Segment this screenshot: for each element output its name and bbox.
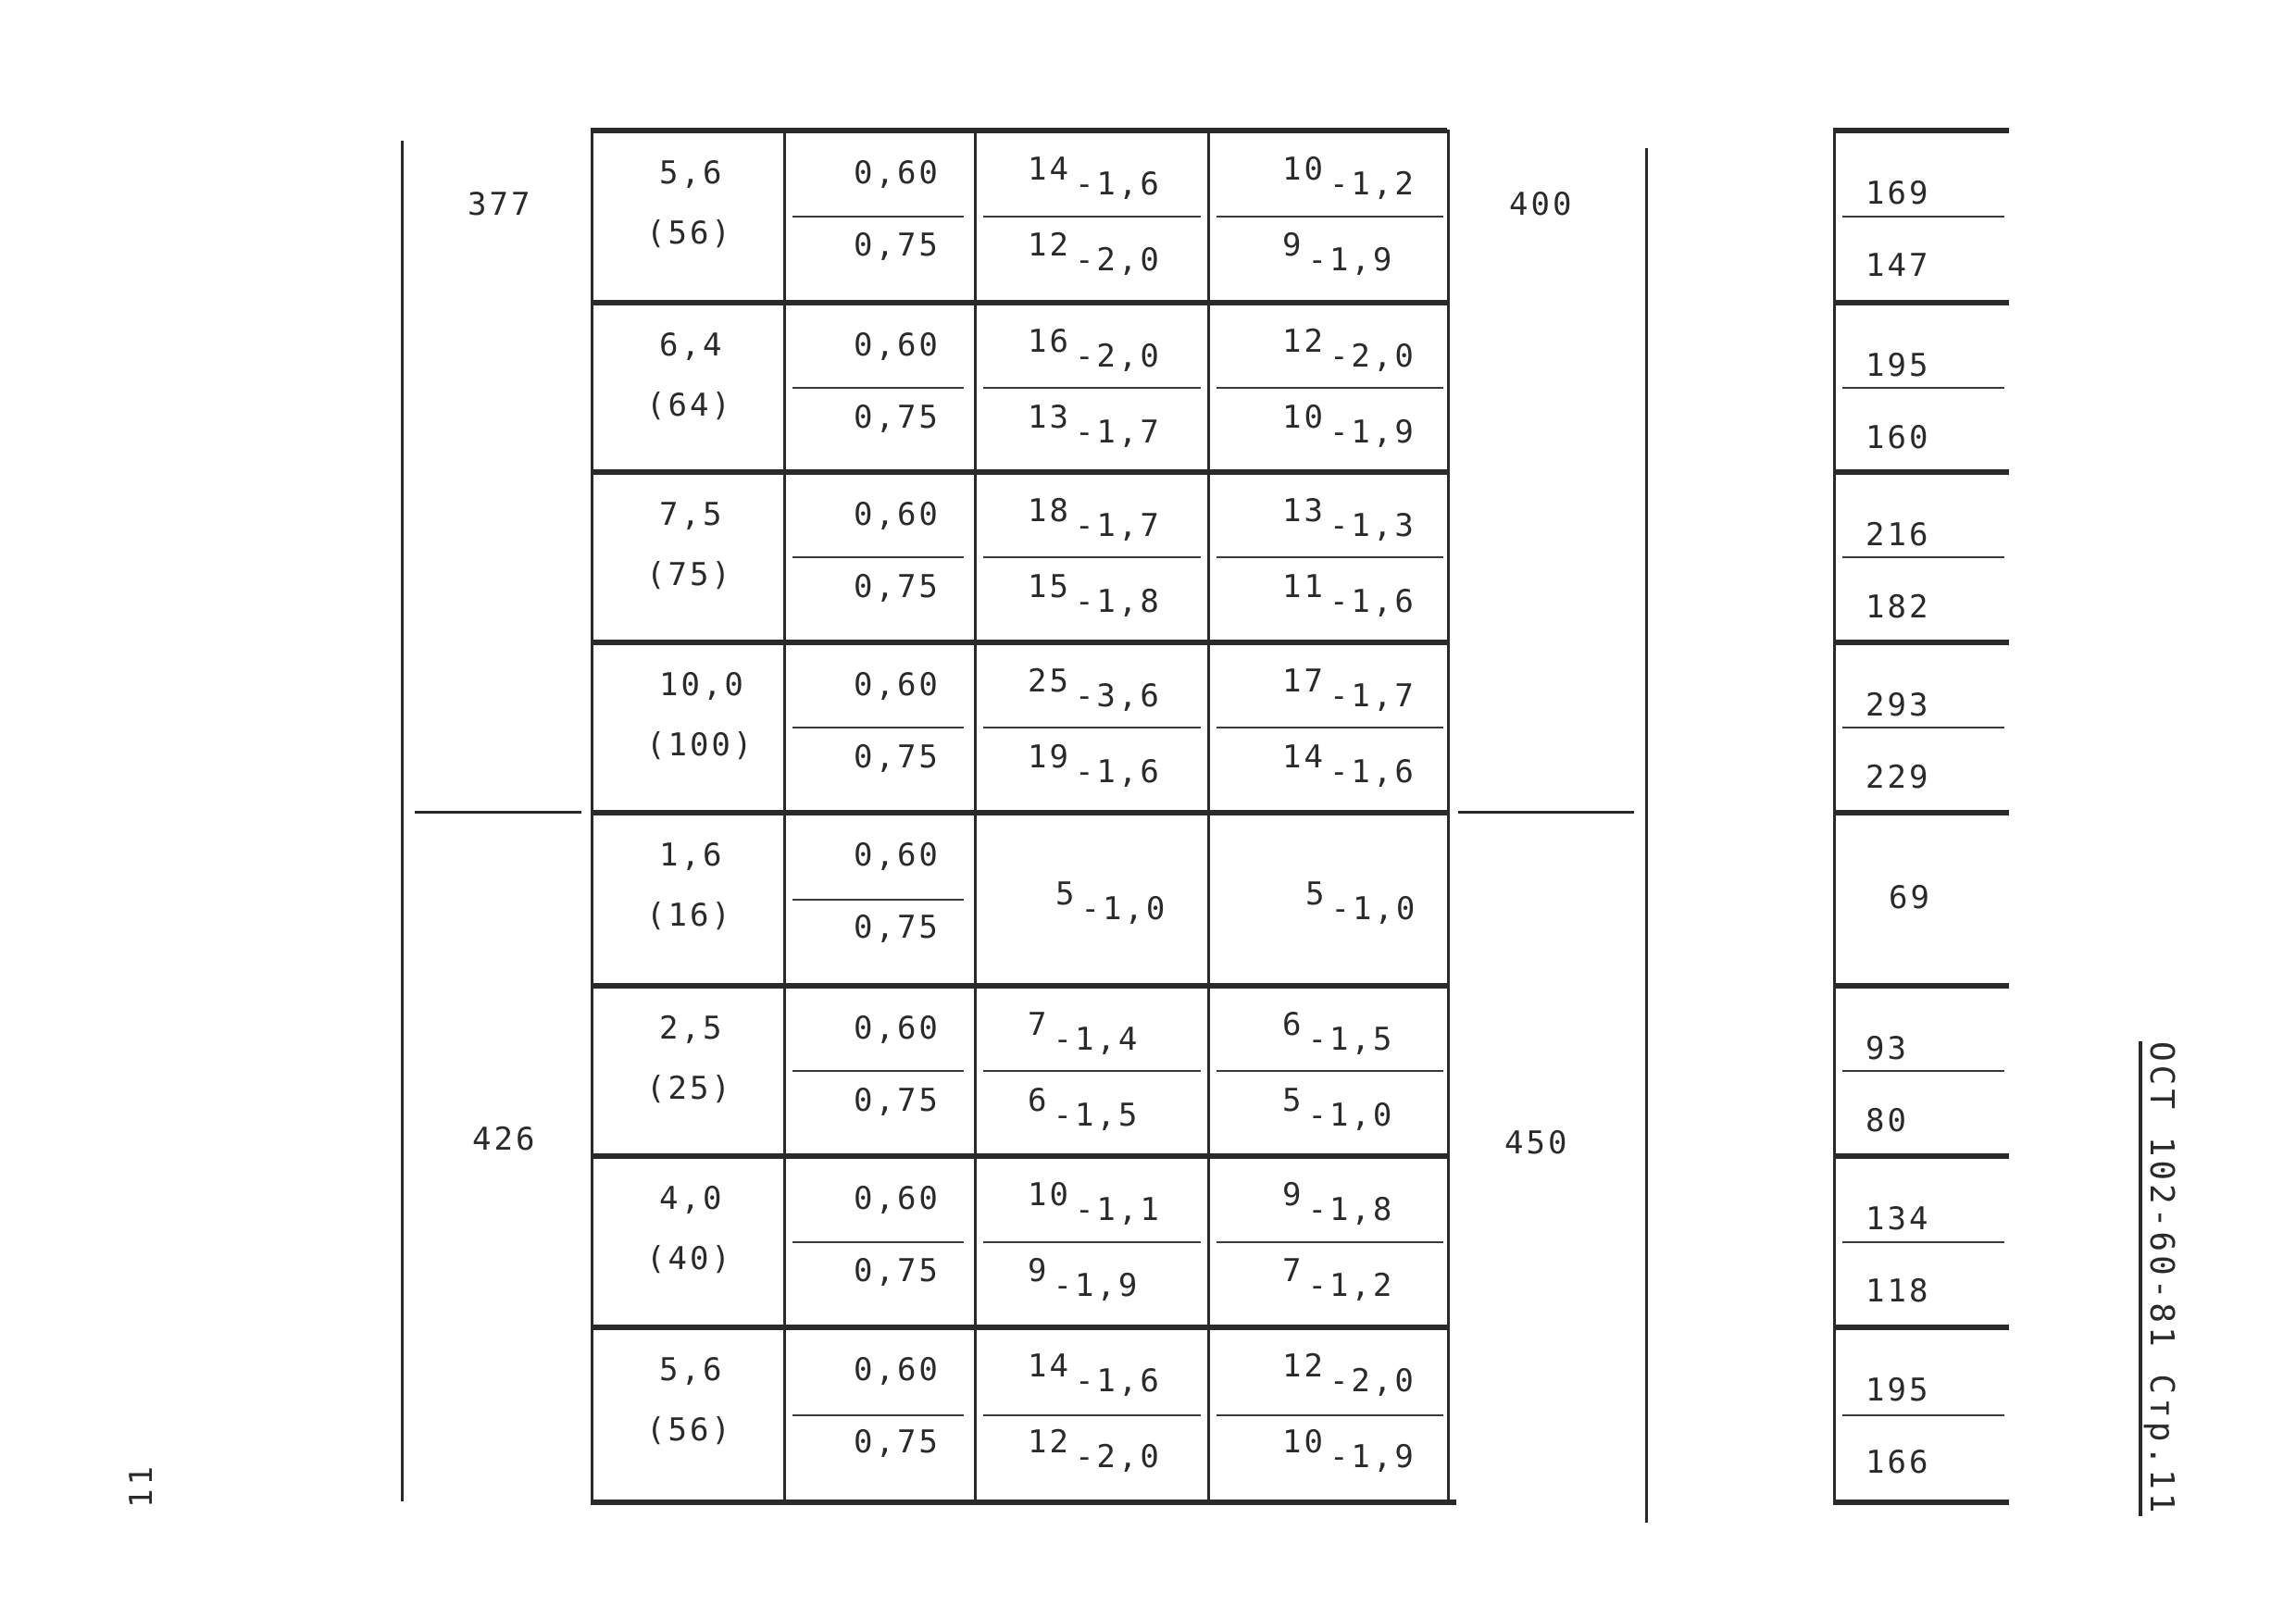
- result-value: 195: [1866, 1372, 1931, 1409]
- result-value: 169: [1866, 175, 1931, 212]
- row-divider: [1217, 387, 1443, 389]
- group-label-426: 426: [472, 1121, 538, 1158]
- right-block-top-rule: [1833, 469, 2009, 475]
- row-divider: [792, 1070, 964, 1072]
- tolerance-a: 14 -1,6: [1028, 151, 1162, 203]
- right-block-top-rule: [1833, 983, 2009, 989]
- size-value-parenthetical: (40): [646, 1240, 733, 1277]
- tolerance-b: 9 -1,9: [1282, 227, 1395, 279]
- size-value: 10,0: [659, 666, 746, 703]
- column-border: [783, 1326, 786, 1501]
- ratio-value: 0,60: [854, 327, 941, 364]
- column-border: [1207, 1155, 1210, 1326]
- size-value: 1,6: [659, 837, 725, 874]
- tolerance-b: 13 -1,3: [1282, 492, 1416, 544]
- column-border: [1447, 812, 1450, 985]
- column-border: [1447, 471, 1450, 641]
- tolerance-b: 6 -1,5: [1282, 1006, 1395, 1058]
- left-main-border: [591, 130, 593, 1504]
- tolerance-a: 12 -2,0: [1028, 227, 1162, 279]
- column-border: [783, 1155, 786, 1326]
- right-row-divider: [1842, 556, 2004, 558]
- size-value: 2,5: [659, 1010, 725, 1047]
- row-divider: [983, 1241, 1201, 1243]
- tolerance-b: 7 -1,2: [1282, 1252, 1395, 1304]
- ratio-value: 0,75: [854, 1252, 941, 1289]
- right-table-bottom-rule: [1833, 1500, 2009, 1505]
- tolerance-a: 6 -1,5: [1028, 1082, 1141, 1134]
- size-value-parenthetical: (75): [646, 556, 733, 593]
- tolerance-a: 16 -2,0: [1028, 323, 1162, 375]
- right-row-divider: [1842, 387, 2004, 389]
- result-value: 229: [1866, 759, 1931, 796]
- column-border: [974, 812, 977, 985]
- right-row-divider: [1842, 1414, 2004, 1416]
- tolerance-a: 19 -1,6: [1028, 739, 1162, 790]
- ratio-value: 0,60: [854, 1180, 941, 1217]
- column-border: [974, 471, 977, 641]
- right-row-divider: [1842, 1070, 2004, 1072]
- tolerance-a: 10 -1,1: [1028, 1176, 1162, 1228]
- row-divider: [1217, 727, 1443, 728]
- block-top-rule: [591, 640, 1447, 645]
- row-divider: [983, 387, 1201, 389]
- ratio-value: 0,75: [854, 399, 941, 436]
- tolerance-b: 5 -1,0: [1282, 1082, 1395, 1134]
- size-value: 4,0: [659, 1180, 725, 1217]
- row-divider: [1217, 216, 1443, 218]
- tolerance-b: 10 -1,9: [1282, 399, 1416, 451]
- size-value-parenthetical: (16): [646, 897, 733, 934]
- block-top-rule: [591, 1153, 1447, 1159]
- ratio-value: 0,75: [854, 568, 941, 605]
- ratio-value: 0,75: [854, 1424, 941, 1461]
- group-separator-right: [1458, 811, 1634, 814]
- tolerance-b: 14 -1,6: [1282, 739, 1416, 790]
- ratio-value: 0,75: [854, 739, 941, 776]
- row-divider: [1217, 556, 1443, 558]
- column-border: [974, 130, 977, 302]
- row-divider: [983, 1414, 1201, 1416]
- result-value: 147: [1866, 247, 1931, 284]
- result-value: 166: [1866, 1444, 1931, 1481]
- column-border: [1207, 1326, 1210, 1501]
- size-value-parenthetical: (56): [646, 215, 733, 252]
- result-value: 195: [1866, 347, 1931, 384]
- right-row-divider: [1842, 1241, 2004, 1243]
- row-divider: [1217, 1414, 1443, 1416]
- size-value-parenthetical: (100): [646, 727, 755, 764]
- column-border: [783, 812, 786, 985]
- result-value: 80: [1866, 1102, 1909, 1139]
- tolerance-a: 13 -1,7: [1028, 399, 1162, 451]
- block-top-rule: [591, 128, 1447, 133]
- row-divider: [792, 899, 964, 901]
- left-outer-border: [401, 141, 404, 1501]
- right-block-top-rule: [1833, 1153, 2009, 1159]
- column-border: [1447, 985, 1450, 1155]
- row-divider: [792, 1414, 964, 1416]
- ratio-value: 0,60: [854, 1010, 941, 1047]
- ratio-value: 0,60: [854, 837, 941, 874]
- column-border: [783, 985, 786, 1155]
- result-value: 160: [1866, 419, 1931, 456]
- tolerance-b: 12 -2,0: [1282, 323, 1416, 375]
- block-top-rule: [591, 1325, 1447, 1330]
- row-divider: [792, 727, 964, 728]
- block-top-rule: [591, 300, 1447, 305]
- ratio-value: 0,60: [854, 496, 941, 533]
- column-border: [974, 302, 977, 471]
- result-value: 93: [1866, 1030, 1909, 1067]
- right-block-top-rule: [1833, 300, 2009, 305]
- tolerance-b: 10 -1,9: [1282, 1424, 1416, 1475]
- right-table-left-border: [1833, 130, 1836, 1504]
- tolerance-a: 14 -1,6: [1028, 1348, 1162, 1400]
- row-divider: [1217, 1241, 1443, 1243]
- ratio-value: 0,75: [854, 227, 941, 264]
- column-border: [974, 641, 977, 812]
- right-block-top-rule: [1833, 810, 2009, 815]
- tolerance-a: 18 -1,7: [1028, 492, 1162, 544]
- column-border: [974, 1155, 977, 1326]
- column-border: [1207, 985, 1210, 1155]
- column-border: [1447, 641, 1450, 812]
- row-divider: [792, 216, 964, 218]
- tolerance-a: 25 -3,6: [1028, 663, 1162, 715]
- size-value: 5,6: [659, 1351, 725, 1388]
- tolerance-b: 10 -1,2: [1282, 151, 1416, 203]
- ratio-value: 0,60: [854, 1351, 941, 1388]
- row-divider: [792, 556, 964, 558]
- group-right-label-450: 450: [1504, 1125, 1570, 1162]
- column-border: [974, 1326, 977, 1501]
- column-border: [1447, 1326, 1450, 1501]
- ratio-value: 0,75: [854, 909, 941, 946]
- tolerance-a: 5 -1,0: [1055, 875, 1168, 927]
- result-value: 69: [1889, 878, 1932, 916]
- tolerance-b: 9 -1,8: [1282, 1176, 1395, 1228]
- column-border: [1207, 302, 1210, 471]
- tolerance-a: 15 -1,8: [1028, 568, 1162, 620]
- ratio-value: 0,60: [854, 155, 941, 192]
- right-row-divider: [1842, 216, 2004, 218]
- tolerance-b: 17 -1,7: [1282, 663, 1416, 715]
- right-block-top-rule: [1833, 640, 2009, 645]
- page-number-side: 11: [123, 1462, 160, 1508]
- result-value: 293: [1866, 687, 1931, 724]
- tolerance-a: 9 -1,9: [1028, 1252, 1141, 1304]
- column-border: [1207, 130, 1210, 302]
- table-bottom-rule: [591, 1500, 1456, 1505]
- result-value: 118: [1866, 1273, 1931, 1310]
- group-separator-left: [415, 811, 581, 814]
- size-value-parenthetical: (25): [646, 1070, 733, 1107]
- column-border: [1447, 302, 1450, 471]
- ratio-value: 0,75: [854, 1082, 941, 1119]
- block-top-rule: [591, 983, 1447, 989]
- column-border: [783, 471, 786, 641]
- right-block-top-rule: [1833, 1325, 2009, 1330]
- tolerance-b: 12 -2,0: [1282, 1348, 1416, 1400]
- row-divider: [983, 216, 1201, 218]
- group-right-label-400: 400: [1509, 186, 1575, 223]
- column-border: [1207, 641, 1210, 812]
- column-border: [783, 302, 786, 471]
- size-value-parenthetical: (56): [646, 1412, 733, 1449]
- size-value: 6,4: [659, 327, 725, 364]
- column-border: [783, 641, 786, 812]
- size-value: 5,6: [659, 155, 725, 192]
- row-divider: [983, 556, 1201, 558]
- tolerance-a: 7 -1,4: [1028, 1006, 1141, 1058]
- size-value: 7,5: [659, 496, 725, 533]
- ratio-value: 0,60: [854, 666, 941, 703]
- row-divider: [983, 727, 1201, 728]
- tolerance-b: 5 -1,0: [1305, 875, 1418, 927]
- group-label-377: 377: [468, 186, 533, 223]
- block-top-rule: [591, 469, 1447, 475]
- result-value: 182: [1866, 589, 1931, 626]
- column-border: [1207, 471, 1210, 641]
- right-row-divider: [1842, 727, 2004, 728]
- column-border: [1207, 812, 1210, 985]
- row-divider: [792, 387, 964, 389]
- row-divider: [983, 1070, 1201, 1072]
- column-border: [1447, 130, 1450, 302]
- size-value-parenthetical: (64): [646, 387, 733, 424]
- block-top-rule: [591, 810, 1447, 815]
- column-border: [1447, 1155, 1450, 1326]
- right-divider: [1645, 148, 1648, 1523]
- row-divider: [792, 1241, 964, 1243]
- row-divider: [1217, 1070, 1443, 1072]
- result-value: 134: [1866, 1201, 1931, 1238]
- result-value: 216: [1866, 517, 1931, 554]
- document-stamp: ОСТ 102-60-81 Стр.11: [2139, 1041, 2177, 1516]
- tolerance-a: 12 -2,0: [1028, 1424, 1162, 1475]
- column-border: [783, 130, 786, 302]
- tolerance-b: 11 -1,6: [1282, 568, 1416, 620]
- column-border: [974, 985, 977, 1155]
- right-block-top-rule: [1833, 128, 2009, 133]
